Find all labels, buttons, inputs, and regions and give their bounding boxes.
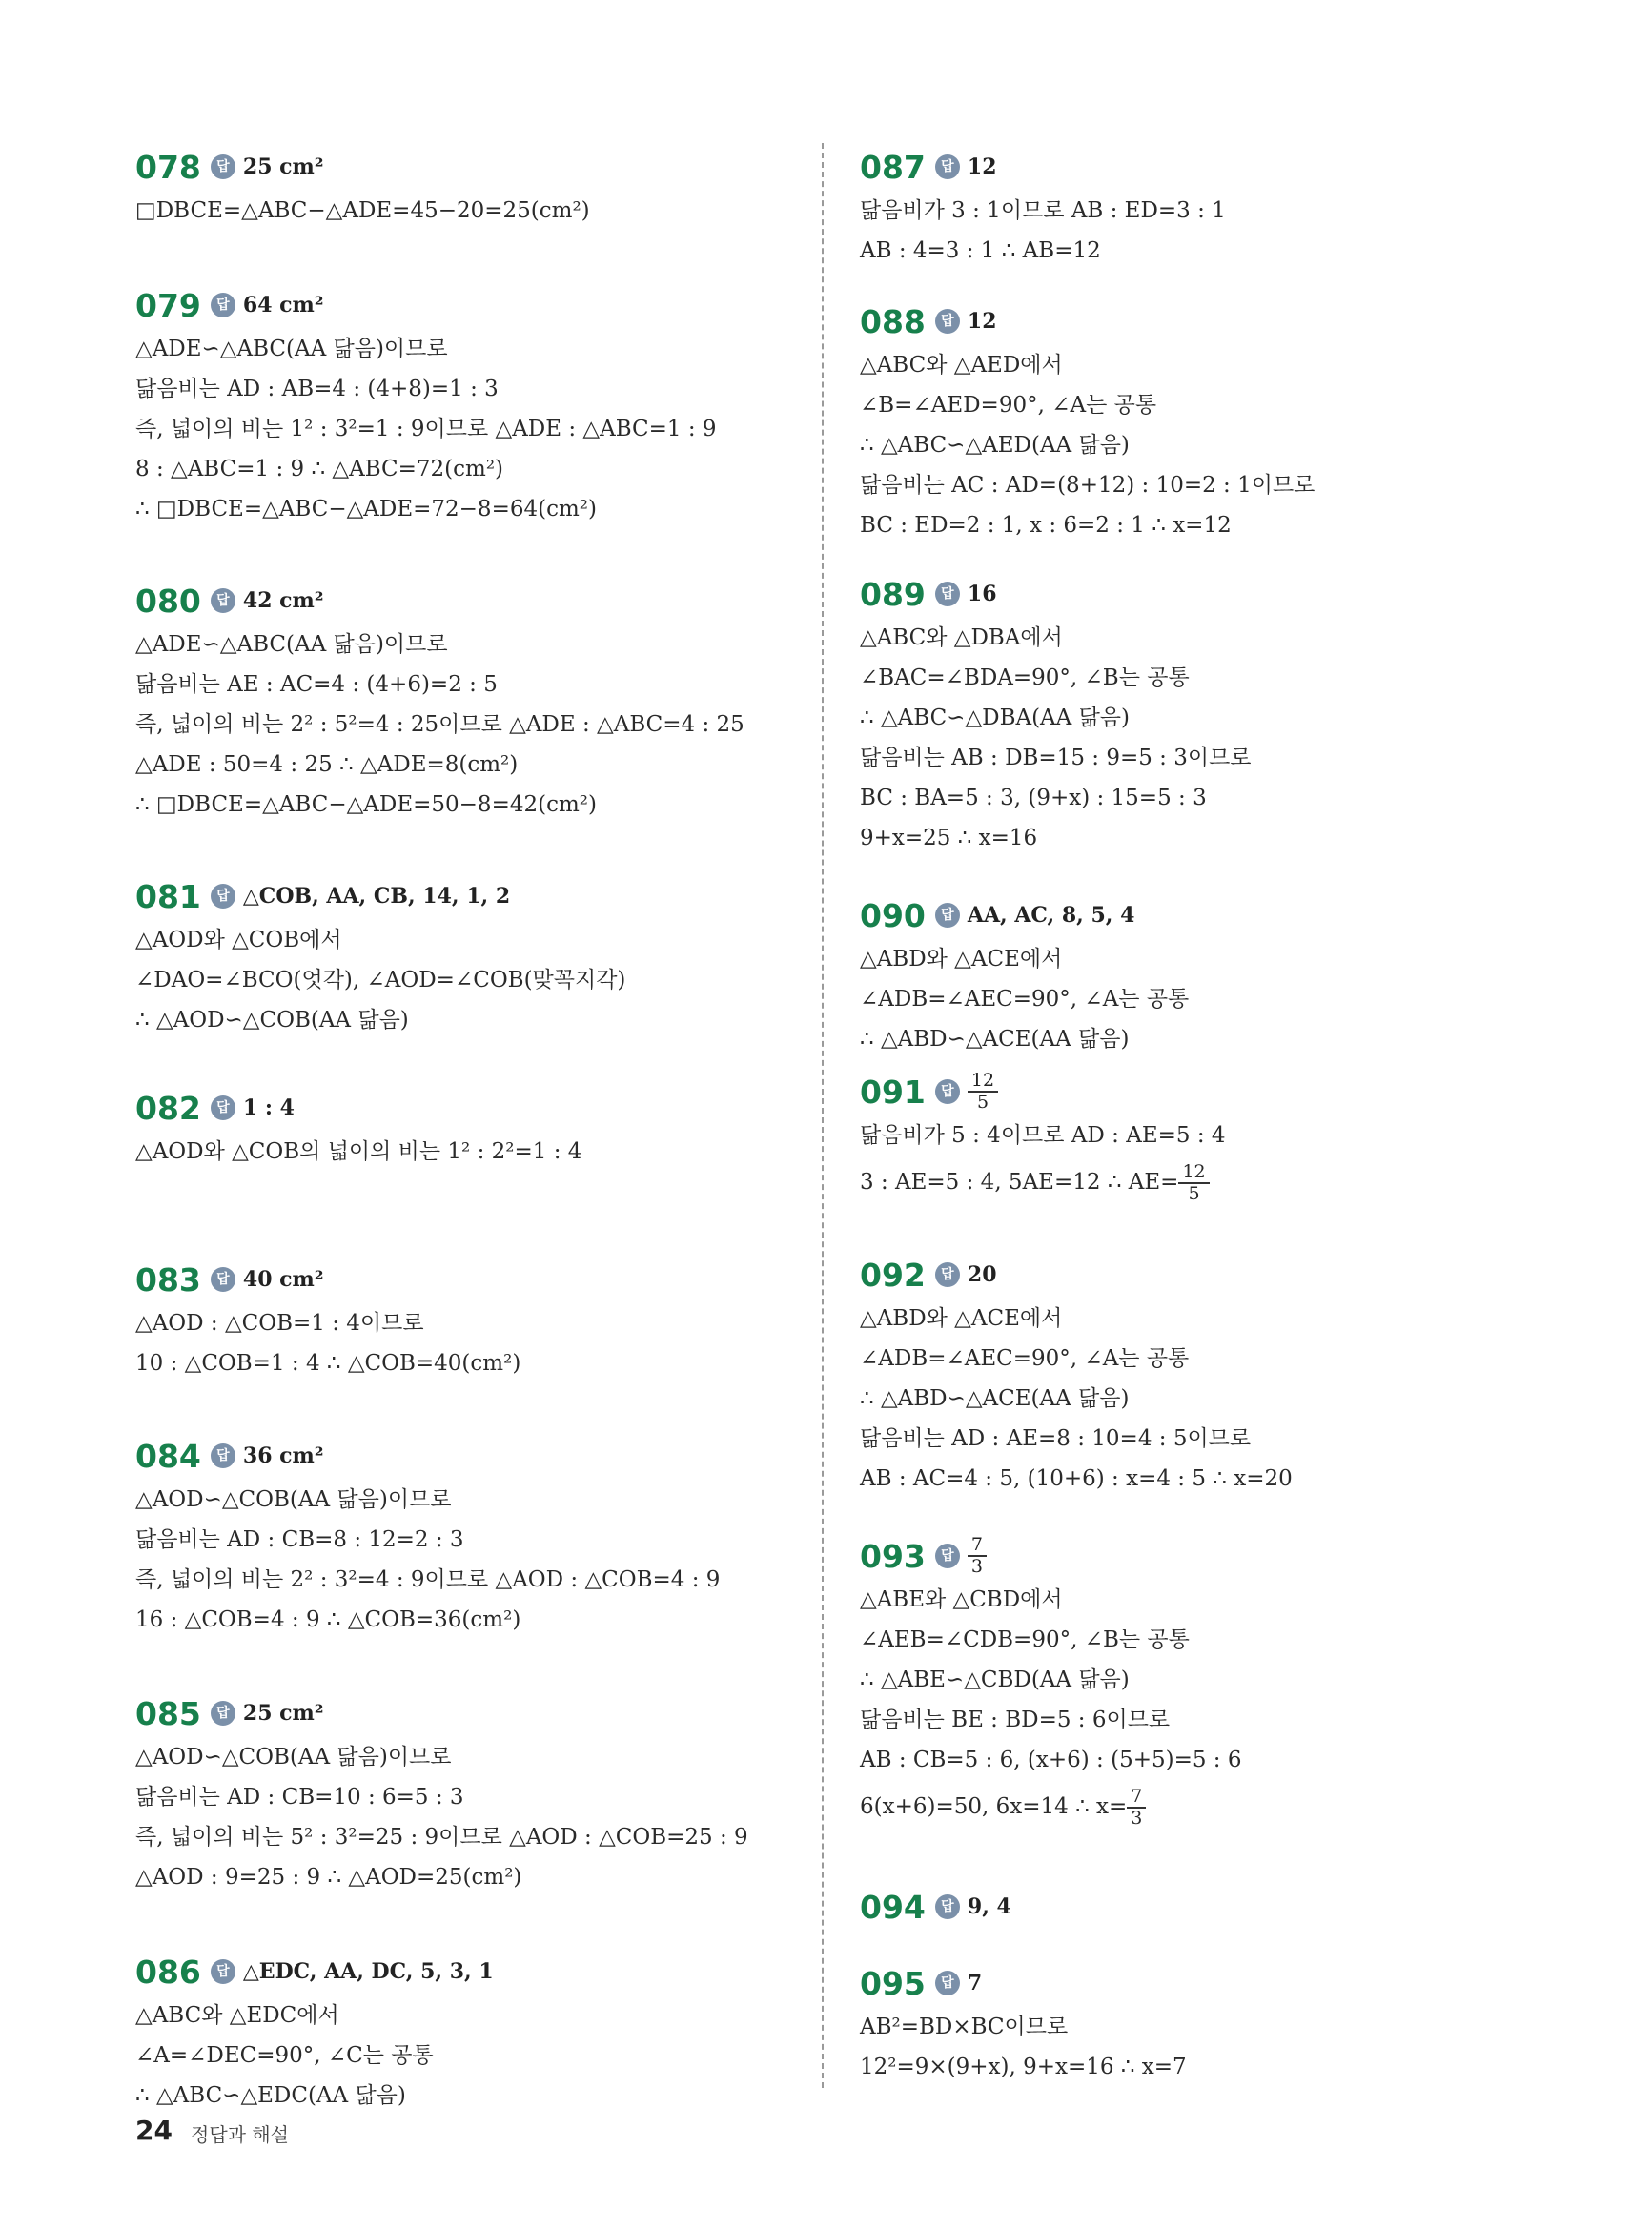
problem-header [135,1432,793,1480]
solution-text: ∴ △ABC∽△DBA(AA 닮음) [860,706,1130,730]
problem-number: 083 [135,1260,201,1299]
solution-line [135,1857,793,1897]
solution-text: ∠ADB=∠AEC=90°, ∠A는 공통 [860,987,1190,1012]
fraction [968,1536,987,1576]
fraction-numerator: 12 [968,1072,998,1093]
solution-line [135,1995,793,2036]
problem-number: 080 [135,582,201,620]
problem-header [860,143,1527,191]
problem-number: 084 [135,1437,201,1475]
solution-text: △ABC와 △EDC에서 [135,2003,339,2028]
solution-line [135,329,793,369]
solution-line [135,785,793,825]
solution-line [135,409,793,449]
solution-line [860,2047,1527,2087]
problem-block [860,1068,1527,1209]
solution-line [135,1560,793,1600]
solution-line [860,1780,1527,1833]
solution-line [860,818,1527,858]
solution-text: 8 : △ABC=1 : 9 ∴ △ABC=72(cm²) [135,457,504,481]
solution-text: ∴ △ABD∽△ACE(AA 닮음) [860,1027,1130,1052]
fraction-denominator: 5 [976,1092,989,1113]
solution-text: AB²=BD×BC이므로 [860,2015,1069,2039]
solution-text: 즉, 넓이의 비는 1² : 3²=1 : 9이므로 △ADE : △ABC=1 : 9 [135,417,717,441]
solution-text: 닮음비는 AD : AB=4 : (4+8)=1 : 3 [135,377,499,401]
solution-line [860,1419,1527,1459]
solution-line [860,1379,1527,1419]
answer-badge: 답 [211,884,235,909]
problem-block [860,1959,1527,2087]
solution-line [860,778,1527,818]
solution-text: ∴ △ABE∽△CBD(AA 닮음) [860,1667,1130,1692]
solution-text: ∴ △ABD∽△ACE(AA 닮음) [860,1386,1130,1411]
answer-badge: 답 [211,1443,235,1468]
answer-text: △COB, AA, CB, 14, 1, 2 [242,884,511,909]
solution-text: 닮음비는 AD : CB=10 : 6=5 : 3 [135,1785,464,1810]
solution-line [135,920,793,960]
problem-number: 079 [135,286,201,324]
solution-text: 닮음비는 BE : BD=5 : 6이므로 [860,1708,1171,1732]
problem-header [135,1689,793,1737]
answer-text: 42 cm² [242,588,324,613]
answer-text: 7 [967,1971,983,1995]
solution-line [135,1817,793,1857]
answer-badge: 답 [211,154,235,179]
solution-text: 16 : △COB=4 : 9 ∴ △COB=36(cm²) [135,1607,521,1632]
solution-text: BC : BA=5 : 3, (9+x) : 15=5 : 3 [860,786,1207,810]
solution-line [135,1777,793,1817]
solution-text: 닮음비가 5 : 4이므로 AD : AE=5 : 4 [860,1123,1226,1148]
solution-line [860,979,1527,1019]
solution-line [860,345,1527,385]
problem-block [860,570,1527,858]
solution-text: ∠A=∠DEC=90°, ∠C는 공통 [135,2043,434,2068]
solution-text: △AOD와 △COB의 넓이의 비는 1² : 2²=1 : 4 [135,1139,582,1164]
solution-line [860,1339,1527,1379]
solution-line [860,1115,1527,1156]
answer-badge: 답 [935,1079,960,1104]
answer-text: 40 cm² [242,1267,324,1292]
solution-line [135,1000,793,1040]
problem-header [135,577,793,624]
solution-text: 닮음비는 AB : DB=15 : 9=5 : 3이므로 [860,746,1252,770]
solution-text: 12²=9×(9+x), 9+x=16 ∴ x=7 [860,2055,1187,2079]
answer-text: 64 cm² [242,293,324,317]
solution-text: ∴ △ABC∽△EDC(AA 닮음) [135,2083,406,2108]
answer-text: △EDC, AA, DC, 5, 3, 1 [242,1959,494,1984]
problem-block [860,891,1527,1059]
solution-text: AB : AC=4 : 5, (10+6) : x=4 : 5 ∴ x=20 [860,1466,1293,1491]
solution-text: AB : CB=5 : 6, (x+6) : (5+5)=5 : 6 [860,1748,1242,1772]
answer-badge: 답 [935,309,960,334]
solution-line [135,1520,793,1560]
solution-line [135,449,793,489]
solution-text: □DBCE=△ABC−△ADE=45−20=25(cm²) [135,198,590,223]
problem-block [860,1532,1527,1833]
solution-text: 즉, 넓이의 비는 2² : 3²=4 : 9이므로 △AOD : △COB=4 : 9 [135,1567,721,1592]
solution-line [135,2036,793,2076]
problem-block [135,1948,793,2116]
solution-text: 닮음비가 3 : 1이므로 AB : ED=3 : 1 [860,198,1226,223]
solution-text: △AOD : △COB=1 : 4이므로 [135,1311,424,1336]
fraction-denominator: 5 [1188,1183,1200,1204]
problem-number: 089 [860,575,926,613]
problem-header [135,1948,793,1995]
problem-number: 094 [860,1888,926,1926]
solution-text: ∴ △AOD∽△COB(AA 닮음) [135,1008,409,1033]
problem-header [135,281,793,329]
solution-text: ∠BAC=∠BDA=90°, ∠B는 공통 [860,665,1190,690]
solution-text: △ABD와 △ACE에서 [860,947,1063,972]
page-number: 24 [135,2115,173,2146]
solution-line [135,1303,793,1343]
solution-line [135,2076,793,2116]
fraction-numerator: 7 [1127,1788,1146,1809]
fraction-numerator: 12 [1178,1163,1209,1184]
answer-badge: 답 [935,1894,960,1919]
solution-text: △AOD∽△COB(AA 닮음)이므로 [135,1487,452,1512]
solution-line [860,1700,1527,1740]
solution-line [135,1737,793,1777]
answer-badge: 답 [935,582,960,606]
solution-line [860,618,1527,658]
problem-header [860,1251,1527,1299]
solution-text: 9+x=25 ∴ x=16 [860,826,1038,850]
answer-badge: 답 [935,154,960,179]
solution-line [860,1580,1527,1620]
problem-header [860,1883,1527,1931]
problem-number: 082 [135,1089,201,1127]
problem-header [860,1068,1527,1115]
solution-text: 닮음비는 AD : AE=8 : 10=4 : 5이므로 [860,1426,1252,1451]
answer-text: 20 [967,1262,997,1287]
solution-text: △ADE∽△ABC(AA 닮음)이므로 [135,337,448,361]
problem-block [135,1084,793,1172]
problem-header [860,570,1527,618]
solution-text: 10 : △COB=1 : 4 ∴ △COB=40(cm²) [135,1351,521,1376]
problem-header [860,297,1527,345]
answer-text: 9, 4 [967,1894,1011,1919]
answer-badge: 답 [935,1971,960,1995]
problem-block [860,1251,1527,1499]
fraction [1178,1163,1209,1203]
problem-block [135,872,793,1040]
fraction-denominator: 3 [1131,1808,1143,1829]
solution-line [860,505,1527,545]
problem-number: 092 [860,1256,926,1294]
solution-line [860,1620,1527,1660]
solution-text: △AOD∽△COB(AA 닮음)이므로 [135,1745,452,1770]
problem-number: 086 [135,1953,201,1991]
answer-text: 16 [967,582,997,606]
solution-line [860,2007,1527,2047]
problem-number: 085 [135,1694,201,1732]
solution-text: AB : 4=3 : 1 ∴ AB=12 [860,238,1101,263]
problem-block [135,143,793,231]
solution-line [860,1660,1527,1700]
solution-line [860,658,1527,698]
answer-text: 25 cm² [242,1701,324,1726]
solution-text: 닮음비는 AC : AD=(8+12) : 10=2 : 1이므로 [860,473,1315,498]
fraction-numerator: 7 [968,1536,987,1557]
problem-number: 081 [135,877,201,915]
solution-line [135,1343,793,1383]
solution-line [860,231,1527,271]
problem-number: 087 [860,148,926,186]
problem-header [860,891,1527,939]
solution-text: ∠ADB=∠AEC=90°, ∠A는 공통 [860,1346,1190,1371]
answer-badge: 답 [211,1095,235,1120]
solution-line [135,665,793,705]
solution-line [860,191,1527,231]
problem-header [135,872,793,920]
solution-line [860,1019,1527,1059]
problem-header [135,143,793,191]
fraction-denominator: 3 [970,1556,983,1577]
solution-text: △AOD와 △COB에서 [135,928,342,952]
problem-block [135,1432,793,1640]
solution-line [860,1156,1527,1209]
solution-text: ∠B=∠AED=90°, ∠A는 공통 [860,393,1157,418]
solution-text: ∠DAO=∠BCO(엇각), ∠AOD=∠COB(맞꼭지각) [135,968,626,992]
solution-text: △ABC와 △DBA에서 [860,625,1063,650]
footer-title: 정답과 해설 [191,2123,289,2146]
solution-line [135,624,793,665]
solution-text: 3 : AE=5 : 4, 5AE=12 ∴ AE= [860,1170,1179,1195]
solution-text: ∴ △ABC∽△AED(AA 닮음) [860,433,1130,458]
problem-block [135,577,793,825]
solution-line [860,1459,1527,1499]
answer-text: AA, AC, 8, 5, 4 [967,903,1135,928]
solution-line [135,960,793,1000]
answer-badge: 답 [211,1701,235,1726]
problem-header [860,1532,1527,1580]
solution-text: △ABC와 △AED에서 [860,353,1063,378]
solution-line [860,1740,1527,1780]
problem-header [135,1256,793,1303]
answer-badge: 답 [935,1544,960,1568]
solution-line [860,939,1527,979]
solution-line [135,489,793,529]
solution-text: 닮음비는 AE : AC=4 : (4+6)=2 : 5 [135,672,498,697]
solution-text: △ABE와 △CBD에서 [860,1587,1063,1612]
solution-text: ∠AEB=∠CDB=90°, ∠B는 공통 [860,1627,1190,1652]
answer-text: 12 [967,154,997,179]
problem-header [860,1959,1527,2007]
answer-badge: 답 [935,903,960,928]
answer-text: 36 cm² [242,1443,324,1468]
answer-badge: 답 [211,293,235,317]
answer-text: 12 [967,309,997,334]
solution-line [135,1600,793,1640]
solution-text: 닮음비는 AD : CB=8 : 12=2 : 3 [135,1527,464,1552]
problem-number: 078 [135,148,201,186]
problem-block [135,1256,793,1383]
solution-text: △AOD : 9=25 : 9 ∴ △AOD=25(cm²) [135,1865,522,1890]
solution-line [860,465,1527,505]
answer-badge: 답 [935,1262,960,1287]
solution-line [860,738,1527,778]
solution-text: △ADE∽△ABC(AA 닮음)이므로 [135,632,448,657]
solution-line [135,369,793,409]
solution-text: △ADE : 50=4 : 25 ∴ △ADE=8(cm²) [135,752,519,777]
problem-number: 088 [860,302,926,340]
answer-badge: 답 [211,1959,235,1984]
solution-text: 6(x+6)=50, 6x=14 ∴ x= [860,1794,1128,1819]
solution-line [860,385,1527,425]
answer-text: 1 : 4 [242,1095,295,1120]
problem-number: 091 [860,1073,926,1111]
problem-block [135,1689,793,1897]
problem-number: 093 [860,1537,926,1575]
solution-line [135,705,793,745]
answer-badge: 답 [211,1267,235,1292]
problem-block [860,1883,1527,1931]
solution-text: ∴ □DBCE=△ABC−△ADE=50−8=42(cm²) [135,792,597,817]
solution-text: ∴ □DBCE=△ABC−△ADE=72−8=64(cm²) [135,497,597,522]
solution-line [135,1480,793,1520]
fraction [968,1072,998,1112]
answer-text: 25 cm² [242,154,324,179]
column-divider [822,143,824,2088]
solution-text: 즉, 넓이의 비는 5² : 3²=25 : 9이므로 △AOD : △COB=25 : 9 [135,1825,748,1850]
solution-line [860,698,1527,738]
solution-line [860,1299,1527,1339]
solution-line [860,425,1527,465]
solution-line [135,1132,793,1172]
solution-text: △ABD와 △ACE에서 [860,1306,1063,1331]
problem-number: 095 [860,1964,926,2002]
problem-block [860,297,1527,545]
problem-header [135,1084,793,1132]
problem-number: 090 [860,896,926,934]
problem-block [860,143,1527,271]
solution-text: 즉, 넓이의 비는 2² : 5²=4 : 25이므로 △ADE : △ABC=4 : 25 [135,712,744,737]
solution-text: BC : ED=2 : 1, x : 6=2 : 1 ∴ x=12 [860,513,1232,538]
problem-block [135,281,793,529]
fraction [1127,1788,1146,1828]
solution-line [135,745,793,785]
answer-badge: 답 [211,588,235,613]
solution-line [135,191,793,231]
